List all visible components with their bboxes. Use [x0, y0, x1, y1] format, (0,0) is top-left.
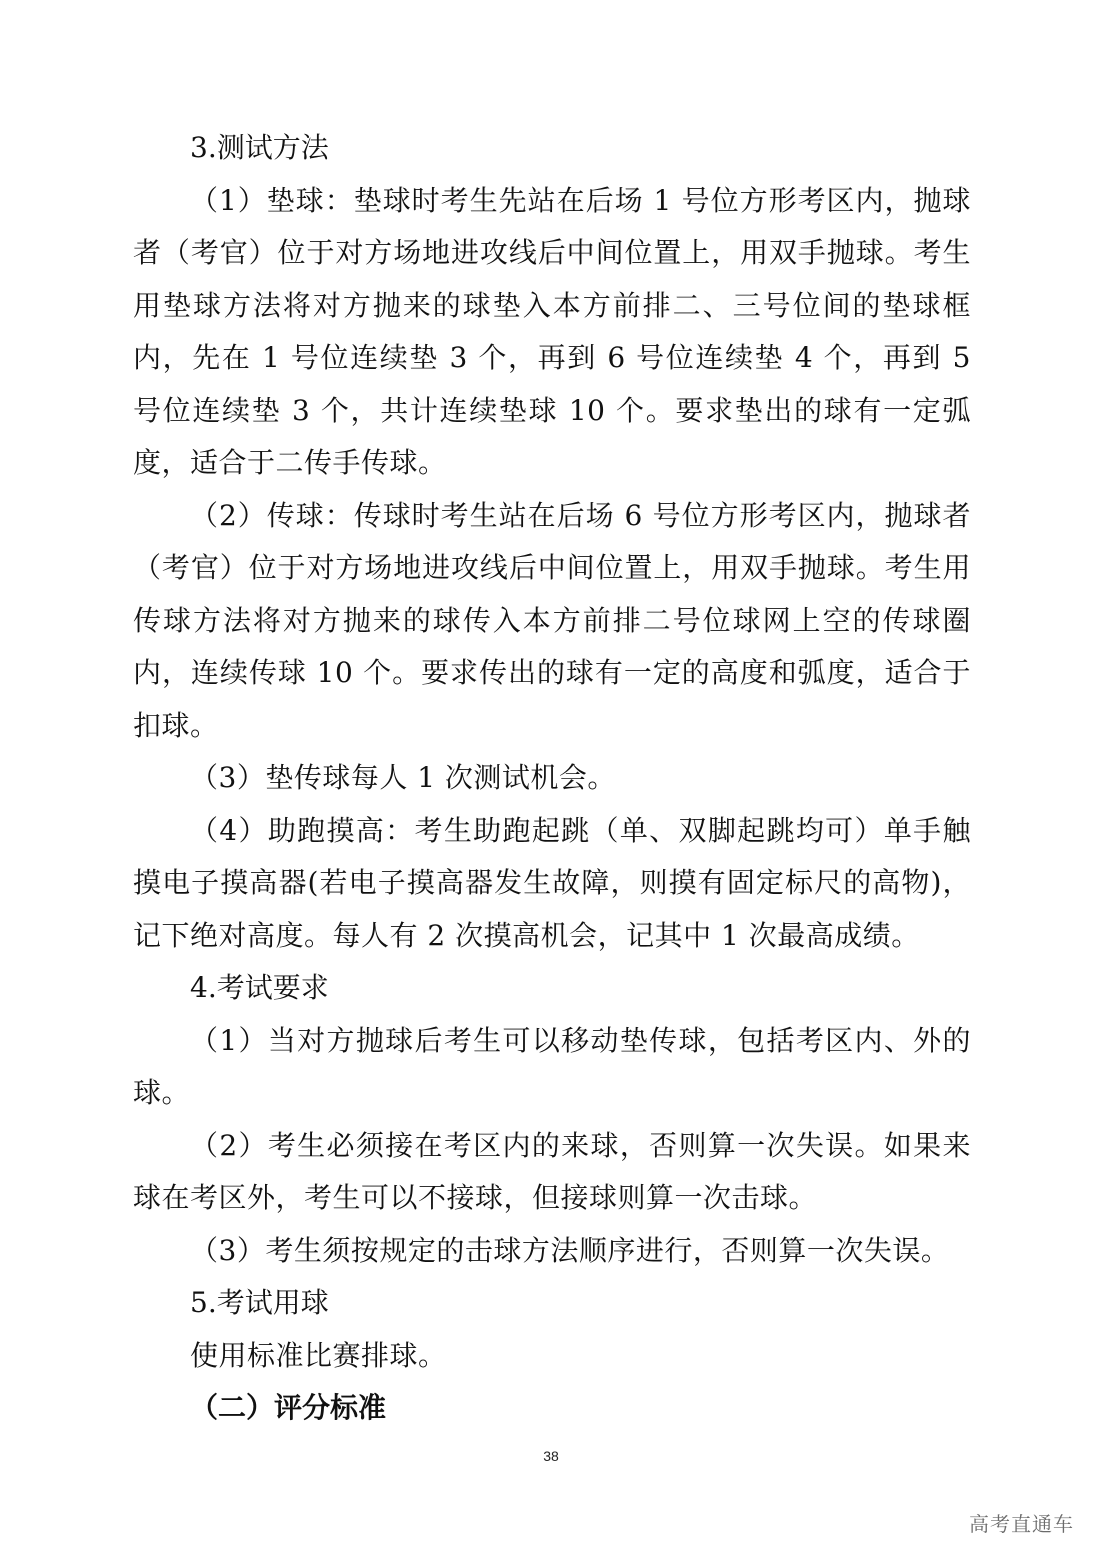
paragraph-requirement-1: （1）当对方抛球后考生可以移动垫传球，包括考区内、外的球。 — [133, 1023, 971, 1109]
page-number: 38 — [543, 1448, 559, 1464]
paragraph-touch-height: （4）助跑摸高：考生助跑起跳（单、双脚起跳均可）单手触摸电子摸高器(若电子摸高器发生故障，则摸有固定标尺的高物)，记下绝对高度。每人有 2 次摸高机会，记其中 1 次最高成绩。 — [133, 813, 971, 952]
paragraph-requirement-3: （3）考生须按规定的击球方法顺序进行，否则算一次失误。 — [190, 1233, 950, 1267]
body-text — [133, 122, 971, 1435]
heading-exam-ball: 5.考试用球 — [190, 1286, 329, 1319]
paragraph-exam-ball: 使用标准比赛排球。 — [190, 1338, 447, 1372]
watermark-text: 高考直通车 — [969, 1512, 1074, 1536]
paragraph-set-pass: （2）传球：传球时考生站在后场 6 号位方形考区内，抛球者（考官）位于对方场地进攻线后中间位置上，用双手抛球。考生用传球方法将对方抛来的球传入本方前排二号位球网上空的传球圈内，连续传球 10 个。要求传出的球有一定的高度和弧度，适合于扣球。 — [133, 498, 971, 742]
heading-scoring-standard: （二）评分标准 — [190, 1391, 387, 1424]
heading-exam-requirements: 4.考试要求 — [190, 971, 329, 1004]
paragraph-test-chances: （3）垫传球每人 1 次测试机会。 — [190, 761, 616, 794]
heading-test-method: 3.测试方法 — [190, 131, 329, 164]
paragraph-requirement-2: （2）考生必须接在考区内的来球，否则算一次失误。如果来球在考区外，考生可以不接球，但接球则算一次击球。 — [133, 1128, 971, 1214]
paragraph-bump-pass: （1）垫球：垫球时考生先站在后场 1 号位方形考区内，抛球者（考官）位于对方场地进攻线后中间位置上，用双手抛球。考生用垫球方法将对方抛来的球垫入本方前排二、三号位间的垫球框内，先在 1 号位连续垫 3 个，再到 6 号位连续垫 4 个，再到 5 号位连续垫 3 个，共计连续垫球 10 个。要求垫出的球有一定弧度，适合于二传手传球。 — [133, 183, 971, 479]
